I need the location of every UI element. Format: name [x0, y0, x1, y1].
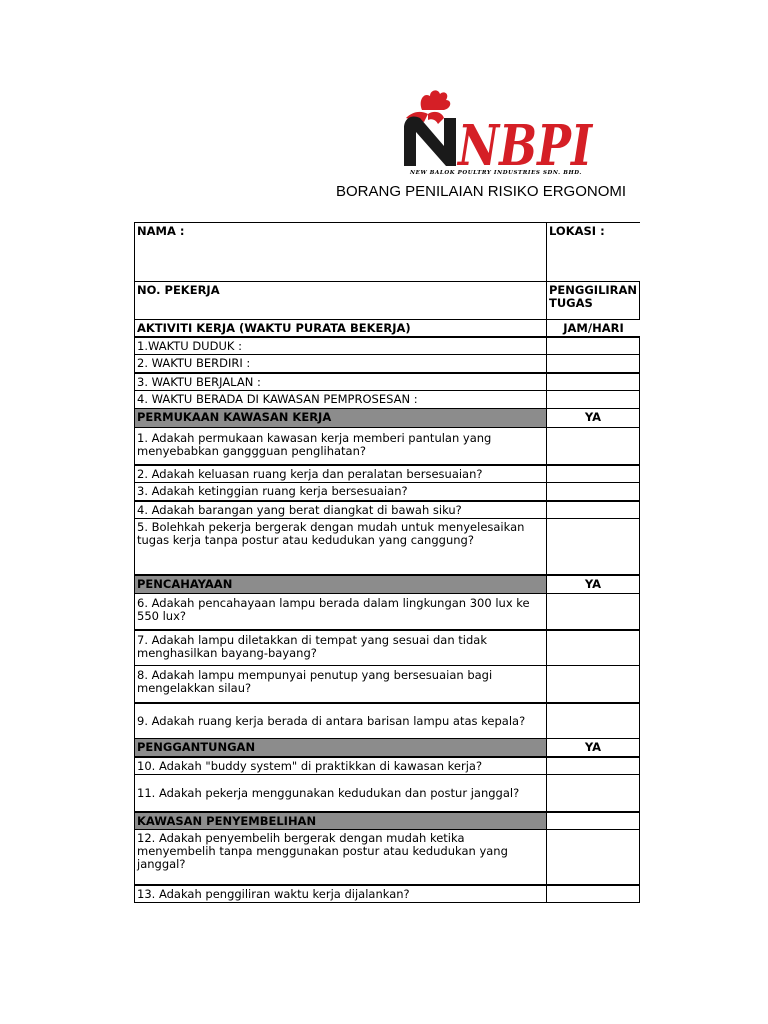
question-row — [134, 483, 640, 501]
activity-row — [134, 355, 640, 373]
answer-cell[interactable] — [546, 501, 640, 519]
question-text: 2. Adakah keluasan ruang kerja dan peralatan bersesuaian? — [134, 465, 546, 483]
section-header-row — [134, 575, 640, 594]
yes-column-header: YA — [546, 409, 640, 428]
answer-cell[interactable] — [546, 885, 640, 903]
question-text: 8. Adakah lampu mempunyai penutup yang bersesuaian bagi mengelakkan silau? — [134, 666, 546, 703]
employee-number-label: NO. PEKERJA — [137, 283, 220, 297]
hours-per-day-header: JAM/HARI — [546, 320, 640, 337]
name-field[interactable] — [134, 222, 546, 282]
question-text: 5. Bolehkah pekerja bergerak dengan mudah untuk menyelesaikan tugas kerja tanpa postur atau kedudukan yang canggung? — [134, 519, 546, 575]
location-label: LOKASI : — [549, 224, 605, 238]
activity-header: AKTIVITI KERJA (WAKTU PURATA BEKERJA) — [134, 320, 546, 337]
answer-cell[interactable] — [546, 630, 640, 666]
section-title: PENCAHAYAAN — [134, 575, 546, 594]
answer-cell[interactable] — [546, 666, 640, 703]
employee-row — [134, 282, 640, 320]
section-header-row — [134, 739, 640, 757]
activity-row — [134, 337, 640, 355]
answer-cell[interactable] — [546, 519, 640, 575]
name-label: NAMA : — [137, 224, 185, 238]
question-text: 9. Adakah ruang kerja berada di antara barisan lampu atas kepala? — [134, 703, 546, 739]
section-header-row — [134, 409, 640, 428]
question-text: 3. Adakah ketinggian ruang kerja bersesuaian? — [134, 483, 546, 501]
shift-rotation-field[interactable] — [546, 282, 640, 320]
question-row — [134, 594, 640, 630]
question-row — [134, 519, 640, 575]
answer-cell[interactable] — [546, 830, 640, 885]
question-text: 10. Adakah "buddy system" di praktikkan di kawasan kerja? — [134, 757, 546, 775]
section-header-row — [134, 812, 640, 830]
ergonomic-form-table — [134, 222, 640, 903]
section-title: PENGGANTUNGAN — [134, 739, 546, 757]
answer-cell[interactable] — [546, 775, 640, 812]
activity-label: 1.WAKTU DUDUK : — [134, 337, 546, 355]
question-row — [134, 703, 640, 739]
answer-cell[interactable] — [546, 757, 640, 775]
question-row — [134, 501, 640, 519]
activity-label: 2. WAKTU BERDIRI : — [134, 355, 546, 373]
section-title: KAWASAN PENYEMBELIHAN — [134, 812, 546, 830]
answer-header-cell — [546, 812, 640, 830]
question-text: 11. Adakah pekerja menggunakan kedudukan dan postur janggal? — [134, 775, 546, 812]
question-row — [134, 830, 640, 885]
yes-column-header: YA — [546, 575, 640, 594]
logo-subtitle: NEW BALOK POULTRY INDUSTRIES SDN. BHD. — [410, 170, 582, 176]
answer-cell[interactable] — [546, 465, 640, 483]
logo-letters: NBPI — [456, 113, 594, 170]
section-title: PERMUKAAN KAWASAN KERJA — [134, 409, 546, 428]
shift-rotation-label: PENGGILIRAN TUGAS — [549, 283, 638, 310]
activity-label: 3. WAKTU BERJALAN : — [134, 373, 546, 391]
question-row — [134, 465, 640, 483]
rooster-logo-icon — [398, 88, 594, 170]
activity-hours-input[interactable] — [546, 373, 640, 391]
question-text: 12. Adakah penyembelih bergerak dengan mudah ketika menyembelih tanpa menggunakan postur atau kedudukan yang janggal? — [134, 830, 546, 885]
yes-column-header: YA — [546, 739, 640, 757]
question-row — [134, 630, 640, 666]
question-row — [134, 757, 640, 775]
company-logo — [398, 88, 594, 178]
name-row — [134, 222, 640, 282]
activity-row — [134, 391, 640, 409]
question-row — [134, 885, 640, 903]
question-row — [134, 775, 640, 812]
activity-hours-input[interactable] — [546, 391, 640, 409]
question-row — [134, 666, 640, 703]
activity-row — [134, 373, 640, 391]
activity-header-row — [134, 320, 640, 337]
question-text: 7. Adakah lampu diletakkan di tempat yang sesuai dan tidak menghasilkan bayang-bayang? — [134, 630, 546, 666]
activity-label: 4. WAKTU BERADA DI KAWASAN PEMPROSESAN : — [134, 391, 546, 409]
answer-cell[interactable] — [546, 428, 640, 465]
question-row — [134, 428, 640, 465]
location-field[interactable] — [546, 222, 640, 282]
question-text: 6. Adakah pencahayaan lampu berada dalam lingkungan 300 lux ke 550 lux? — [134, 594, 546, 630]
answer-cell[interactable] — [546, 483, 640, 501]
answer-cell[interactable] — [546, 594, 640, 630]
form-title: BORANG PENILAIAN RISIKO ERGONOMI — [336, 183, 627, 200]
activity-hours-input[interactable] — [546, 355, 640, 373]
question-text: 13. Adakah penggiliran waktu kerja dijalankan? — [134, 885, 546, 903]
question-text: 4. Adakah barangan yang berat diangkat di bawah siku? — [134, 501, 546, 519]
employee-number-field[interactable] — [134, 282, 546, 320]
activity-hours-input[interactable] — [546, 337, 640, 355]
answer-cell[interactable] — [546, 703, 640, 739]
question-text: 1. Adakah permukaan kawasan kerja memberi pantulan yang menyebabkan ganggguan penglihatan? — [134, 428, 546, 465]
